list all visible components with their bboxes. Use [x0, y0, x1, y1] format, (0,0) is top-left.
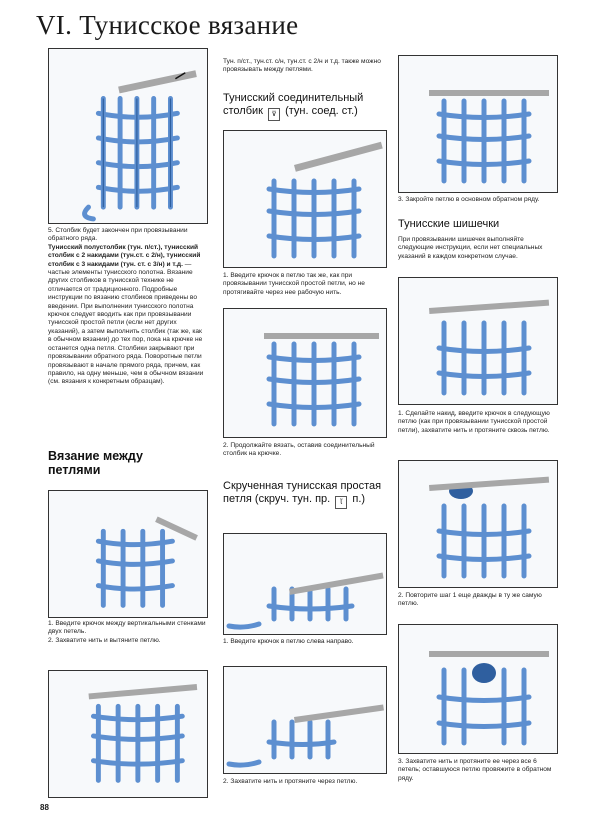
slip-stitch-symbol-icon: ⊽: [268, 108, 280, 121]
illustration-twisted-stitch-1: [223, 533, 387, 635]
illustration-between-stitches-1: [48, 490, 208, 618]
illustration-double-crochet-stitch: [48, 48, 208, 224]
text-block: 5. Столбик будет закончен при провязывании обратного ряда. Тунисский полустолбик (тун. п/ст.), тунисский столбик с 2 накидами (тун.ст. с 2/н), тунисский столбик с 3 накидами (тун. ст. с 3/н) и т.д. — частые элементы тунисского полотна. Вязание других столбиков в тунисской технике не отличается от традиционного. Подробные инструкции по вязанию столбиков приведены во введении. При выполнении тунисского полотна крючок следует вводить как при провязывании тунисской простой петли (если нет других указаний), а затем выполнить столбик (так же, как в обычном вязании) до тех пор, пока на крючке не останется одна петля. Столбики закрывают при провязывании обратного ряда. Поворотные петли провязывают в начале прямого ряда, причем, как правило, на одну меньше, чем в обычном вязании (см. вязания к конкретным образцам).: [48, 227, 204, 386]
page-title: VI. Тунисское вязание: [36, 10, 299, 40]
illustration-slip-stitch-2: [223, 308, 387, 438]
intro-text: Тун. п/ст., тун.ст. с/н, тун.ст. с 2/н и т.д. также можно провязывать между петлями.: [223, 58, 381, 74]
caption: 1. Введите крючок в петлю слева направо.: [223, 638, 354, 645]
caption: 2. Продолжайте вязать, оставив соединительный столбик на крючке.: [223, 442, 375, 458]
section-heading-bobbles: Тунисские шишечки: [398, 218, 500, 230]
illustration-twisted-stitch-2: [223, 666, 387, 774]
caption: 1. Введите крючок в петлю так же, как при провязывании тунисской простой петли, но не протягивайте через нее рабочую нить.: [223, 272, 365, 296]
illustration-between-stitches-2: [48, 670, 208, 798]
section-heading-between-stitches: Вязание между петлями: [48, 449, 143, 477]
intro-text: При провязывании шишечек выполняйте следующие инструкции, если нет специальных указаний в каждом конкретном случае.: [398, 236, 543, 260]
illustration-bobble-1: [398, 277, 558, 405]
illustration-bobble-3: [398, 624, 558, 754]
caption: 1. Введите крючок между вертикальными стенками двух петель. 2. Захватите нить и вытяните петлю.: [48, 620, 206, 644]
knit-swatch-1: [49, 49, 207, 223]
caption: 3. Закройте петлю в основном обратном ряду.: [398, 196, 540, 203]
section-heading-twisted-stitch: Скрученная тунисская простая петля (скруч. тун. пр. ɩ̃ п.): [223, 480, 388, 509]
illustration-close-loop: [398, 55, 558, 193]
page-number: 88: [40, 803, 49, 812]
twisted-stitch-symbol-icon: ɩ̃: [335, 496, 347, 509]
caption: 1. Сделайте накид, введите крючок в следующую петлю (как при провязывании тунисской простой петли), захватите нить и протяните сквозь петлю.: [398, 410, 550, 434]
illustration-slip-stitch-1: [223, 130, 387, 268]
caption: 3. Захватите нить и протяните ее через все 6 петель; оставшуюся петлю провяжите в обратном ряду.: [398, 758, 552, 782]
illustration-bobble-2: [398, 460, 558, 588]
section-heading-slip-stitch: Тунисский соединительный столбик ⊽ (тун. соед. ст.): [223, 92, 388, 121]
caption: 2. Захватите нить и протяните через петлю.: [223, 778, 358, 785]
caption: 2. Повторите шаг 1 еще дважды в ту же самую петлю.: [398, 592, 542, 608]
